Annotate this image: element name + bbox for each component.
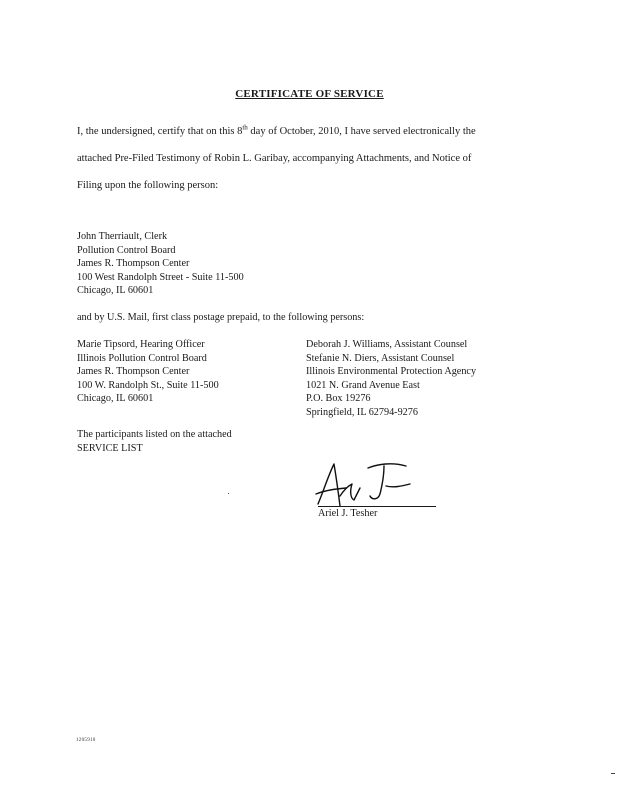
- ordinal-suffix: th: [242, 123, 248, 132]
- address-line: Stefanie N. Diers, Assistant Counsel: [306, 352, 455, 364]
- participants-line: SERVICE LIST: [77, 442, 143, 454]
- address-line: Marie Tipsord, Hearing Officer: [77, 339, 205, 350]
- agency-address-block: [306, 338, 476, 420]
- intro-line-2: attached Pre-Filed Testimony of Robin L. Garibay, accompanying Attachments, and Notice of: [77, 153, 472, 164]
- signature-stroke: [386, 484, 410, 487]
- address-line: Chicago, IL 60601: [77, 393, 154, 405]
- signature-stroke: [340, 484, 360, 500]
- address-line: Illinois Environmental Protection Agency: [306, 366, 477, 378]
- document-code: 1205910: [76, 738, 96, 743]
- address-line: 100 West Randolph Street - Suite 11-500: [77, 271, 244, 283]
- signature-line: [318, 506, 436, 507]
- hearing-officer-address-block: [77, 338, 219, 406]
- address-line: Chicago, IL 60601: [77, 285, 154, 297]
- address-line: 1021 N. Grand Avenue East: [306, 379, 420, 391]
- clerk-address-block: [77, 230, 244, 298]
- scan-mark: [611, 773, 615, 774]
- address-line: Deborah J. Williams, Assistant Counsel: [306, 339, 468, 350]
- address-line: John Therriault, Clerk: [77, 231, 168, 242]
- address-line: Pollution Control Board: [77, 244, 176, 256]
- address-line: James R. Thompson Center: [77, 366, 190, 378]
- intro-line-3: Filing upon the following person:: [77, 180, 219, 191]
- address-line: Illinois Pollution Control Board: [77, 352, 207, 364]
- handwritten-signature: [310, 456, 450, 512]
- document-title: CERTIFICATE OF SERVICE: [235, 88, 384, 100]
- participants-note: [77, 428, 232, 455]
- address-line: P.O. Box 19276: [306, 393, 371, 405]
- address-line: James R. Thompson Center: [77, 258, 190, 270]
- signer-name: Ariel J. Tesher: [318, 508, 378, 519]
- address-line: 100 W. Randolph St., Suite 11-500: [77, 379, 219, 391]
- intro-line-1: [77, 123, 476, 137]
- signature-stroke: [318, 464, 340, 506]
- signature-stroke: [370, 466, 384, 499]
- mail-service-line: and by U.S. Mail, first class postage prepaid, to the following persons:: [77, 312, 365, 323]
- scan-speck: [228, 493, 229, 494]
- participants-line: The participants listed on the attached: [77, 429, 232, 440]
- address-line: Springfield, IL 62794-9276: [306, 406, 418, 418]
- intro-line-1-end: day of October, 2010, I have served electronically the: [247, 126, 476, 137]
- intro-line-1-start: I, the undersigned, certify that on this 8: [77, 126, 243, 137]
- signature-stroke: [368, 464, 406, 468]
